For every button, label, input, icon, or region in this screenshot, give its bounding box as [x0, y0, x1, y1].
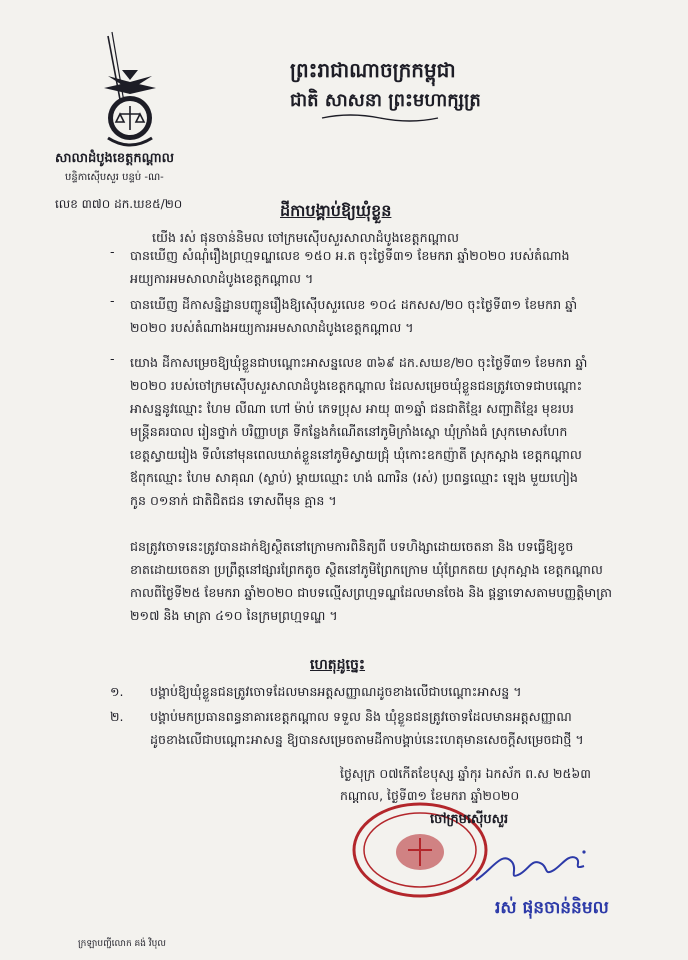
bullet-dash: - [110, 351, 115, 366]
document-title: ដីកាបង្គាប់ឱ្យឃុំខ្លួន [280, 201, 392, 220]
handwritten-signature-icon [472, 840, 592, 890]
pursuant-line: ២០២០ របស់ចៅក្រមស៊ើបសួរសាលាដំបូងខេត្តកណ្តាល ដែលសម្រេចឃុំខ្លួនជនត្រូវចោទជាបណ្តោះ [130, 378, 583, 393]
court-emblem-icon [92, 30, 168, 152]
pursuant-line: អាសន្ននូវឈ្មោះ ហែម លីណា ហៅ ម៉ាប់ ភេទប្រុស អាយុ ៣១ឆ្នាំ ជនជាតិខ្មែរ សញ្ជាតិខ្មែរ មុខរបរ [130, 401, 574, 416]
order-1-line1: បង្គាប់ឱ្យឃុំខ្លួនជនត្រូវចោទដែលមានអត្តសញ្ញាណដូចខាងលើជាបណ្តោះអាសន្ន ។ [150, 684, 522, 699]
pursuant-line: ខេត្តស្វាយរៀង ទីលំនៅមុនពេលឃាត់ខ្លួននៅភូមិស្វាយជ្រុំ ឃុំកោះឧកញ៉ាតី ស្រុកស្អាង ខេត្តកណ្តាល [130, 447, 582, 462]
signer-name: រស់ ផុនចាន់និមល [495, 898, 609, 918]
bullet-dash: - [110, 293, 115, 308]
header-ornament-icon [320, 112, 440, 124]
kingdom-header: ព្រះរាជាណាចក្រកម្ពុជា [290, 58, 456, 82]
consideration-2-line2: ២០២០ របស់តំណាងអយ្យការអមសាលាដំបូងខេត្តកណ្តាល ។ [130, 320, 414, 335]
charge-line: ២១៧ និង មាត្រា ៤១០ នៃក្រមព្រហ្មទណ្ឌ ។ [130, 608, 338, 623]
court-office: បន្ទិកាស៊ើបសួរ បន្ទប់ -ណ- [65, 172, 164, 183]
order-number: ១. [110, 684, 124, 699]
consideration-1-line1: បានឃើញ សំណុំរឿងព្រហ្មទណ្ឌលេខ ១៥០ អ.ត ចុះថ្ងៃទី៣១ ខែមករា ឆ្នាំ២០២០ របស់តំណាង [130, 248, 570, 263]
bullet-dash: - [110, 244, 115, 259]
order-2-line1: បង្គាប់មកប្រធានពន្ធនាគារខេត្តកណ្តាល ទទួល និង ឃុំខ្លួនជនត្រូវចោទដែលមានអត្តសញ្ញាណ [150, 709, 572, 724]
consideration-1-line2: អយ្យការអមសាលាដំបូងខេត្តកណ្តាល ។ [130, 271, 314, 286]
footer-clerk: ក្រឡាបញ្ជីលោក គង់ វិបុល [78, 939, 166, 949]
reason-heading: ហេតុដូច្នេះ [310, 657, 366, 673]
pursuant-line: កូន ០១នាក់ ជាតិជិតជន ទោសពីមុន គ្មាន ។ [130, 493, 337, 508]
charge-line: កាលពីថ្ងៃទី២៥ ខែមករា ឆ្នាំ២០២០ ជាបទល្មើសព្រហ្មទណ្ឌដែលមានចែង និង ផ្តន្ទាទោសតាមបញ្ញត្តិមាត្រា [130, 585, 612, 600]
solar-date: កណ្តាល, ថ្ងៃទី៣១ ខែមករា ឆ្នាំ២០២០ [340, 788, 520, 803]
order-number: ២. [110, 709, 124, 724]
motto-header: ជាតិ សាសនា ព្រះមហាក្សត្រ [290, 90, 481, 111]
charge-line: ខាតដោយចេតនា ប្រព្រឹត្តនៅផ្សារព្រែកតូច ស្ថិតនៅភូមិព្រែកក្រោម ឃុំព្រែកតយ ស្រុកស្អាង ខេត្តកណ្តាល [130, 562, 603, 577]
charge-line: ជនត្រូវចោទនេះត្រូវបានដាក់ឱ្យស្ថិតនៅក្រោមការពិនិត្យពី បទហិង្សាដោយចេតនា និង បទធ្វើឱ្យខូច [130, 539, 574, 554]
lunar-date: ថ្ងៃសុក្រ ០៧កើតខែបុស្ស ឆ្នាំកុរ ឯកស័ក ព.ស ២៥៦៣ [340, 766, 591, 781]
reference-number: លេខ ៣៧០ ដក.ឃខ៥/២០ [55, 197, 183, 211]
pursuant-line: ឪពុកឈ្មោះ ហែម សាគុណ (ស្លាប់) ម្តាយឈ្មោះ ហង់ ណារិន (រស់) ប្រពន្ធឈ្មោះ ឡេង មួយហៀង [130, 470, 578, 485]
order-2-line2: ដូចខាងលើជាបណ្តោះអាសន្ន ឱ្យបានសម្រេចតាមដីកាបង្គាប់នេះហេតុមានសេចក្តីសម្រេចជាថ្មី ។ [150, 732, 584, 747]
pursuant-line: យោង ដីកាសម្រេចឱ្យឃុំខ្លួនជាបណ្តោះអាសន្នលេខ ៣៦៩ ដក.សឃខ/២០ ចុះថ្ងៃទី៣១ ខែមករា ឆ្នាំ [130, 355, 588, 370]
consideration-2-line1: បានឃើញ ដីកាសន្និដ្ឋានបញ្ជូនរឿងឱ្យស៊ើបសួរលេខ ១០៤ ដកសស/២០ ចុះថ្ងៃទី៣១ ខែមករា ឆ្នាំ [130, 297, 578, 312]
pursuant-line: មន្ត្រីនគរបាល រៀនថ្នាក់ បរិញ្ញាបត្រ ទីកន្លែងកំណើតនៅភូមិក្រាំងស្ពោ ឃុំក្រាំងធំ ស្រុកមោសហែក [130, 424, 568, 439]
signature-title: ចៅក្រមស៊ើបសួរ [430, 812, 509, 827]
intro-line: យើង រស់ ផុនចាន់និមល ចៅក្រមស៊ើបសួរសាលាដំបូងខេត្តកណ្តាល [152, 230, 459, 245]
court-name: សាលាដំបូងខេត្តកណ្តាល [55, 151, 175, 166]
